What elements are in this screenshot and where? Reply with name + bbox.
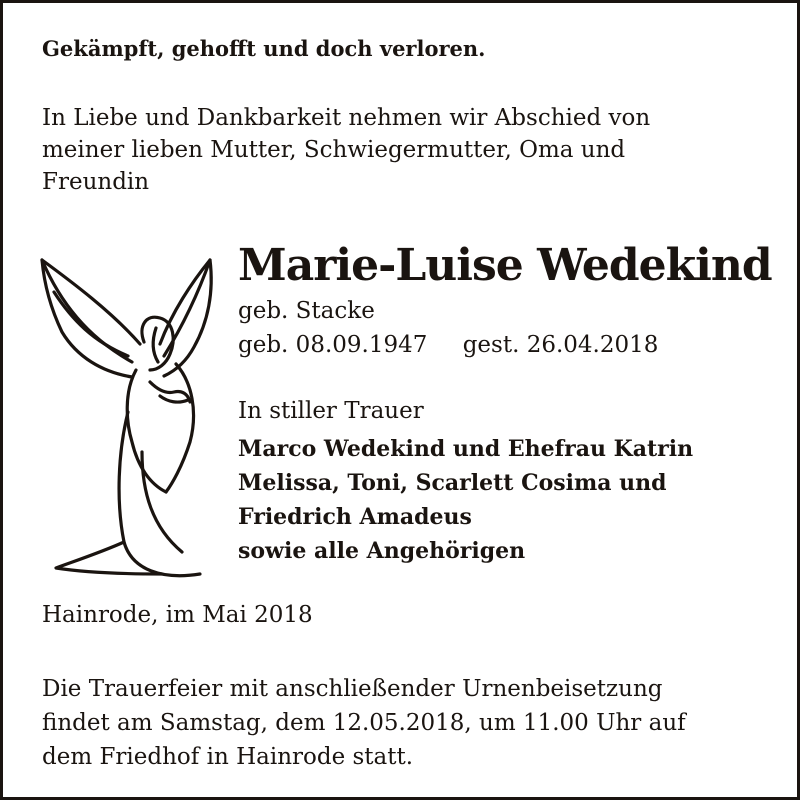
deceased-name: Marie-Luise Wedekind bbox=[238, 240, 772, 291]
praying-angel-icon bbox=[32, 252, 222, 582]
death-date: gest. 26.04.2018 bbox=[462, 332, 659, 358]
intro-line: Freundin bbox=[42, 169, 150, 195]
life-dates bbox=[238, 332, 658, 358]
motto-heading: Gekämpft, gehofft und doch verloren. bbox=[42, 36, 486, 61]
mourners-list bbox=[238, 432, 693, 568]
place-date: Hainrode, im Mai 2018 bbox=[42, 602, 313, 628]
mourner-line: sowie alle Angehörigen bbox=[238, 538, 526, 564]
intro-text bbox=[42, 102, 762, 198]
mourning-intro: In stiller Trauer bbox=[238, 398, 424, 424]
maiden-name: geb. Stacke bbox=[238, 298, 375, 324]
mourner-line: Melissa, Toni, Scarlett Cosima und bbox=[238, 470, 667, 496]
intro-line: In Liebe und Dankbarkeit nehmen wir Abschied von bbox=[42, 105, 651, 131]
birth-date: geb. 08.09.1947 bbox=[238, 332, 428, 358]
service-info bbox=[42, 672, 686, 774]
intro-line: meiner lieben Mutter, Schwiegermutter, Oma und bbox=[42, 137, 626, 163]
mourner-line: Marco Wedekind und Ehefrau Katrin bbox=[238, 436, 694, 462]
service-line: dem Friedhof in Hainrode statt. bbox=[42, 744, 414, 770]
mourner-line: Friedrich Amadeus bbox=[238, 504, 472, 530]
service-line: findet am Samstag, dem 12.05.2018, um 11.00 Uhr auf bbox=[42, 710, 686, 736]
service-line: Die Trauerfeier mit anschließender Urnenbeisetzung bbox=[42, 676, 663, 702]
